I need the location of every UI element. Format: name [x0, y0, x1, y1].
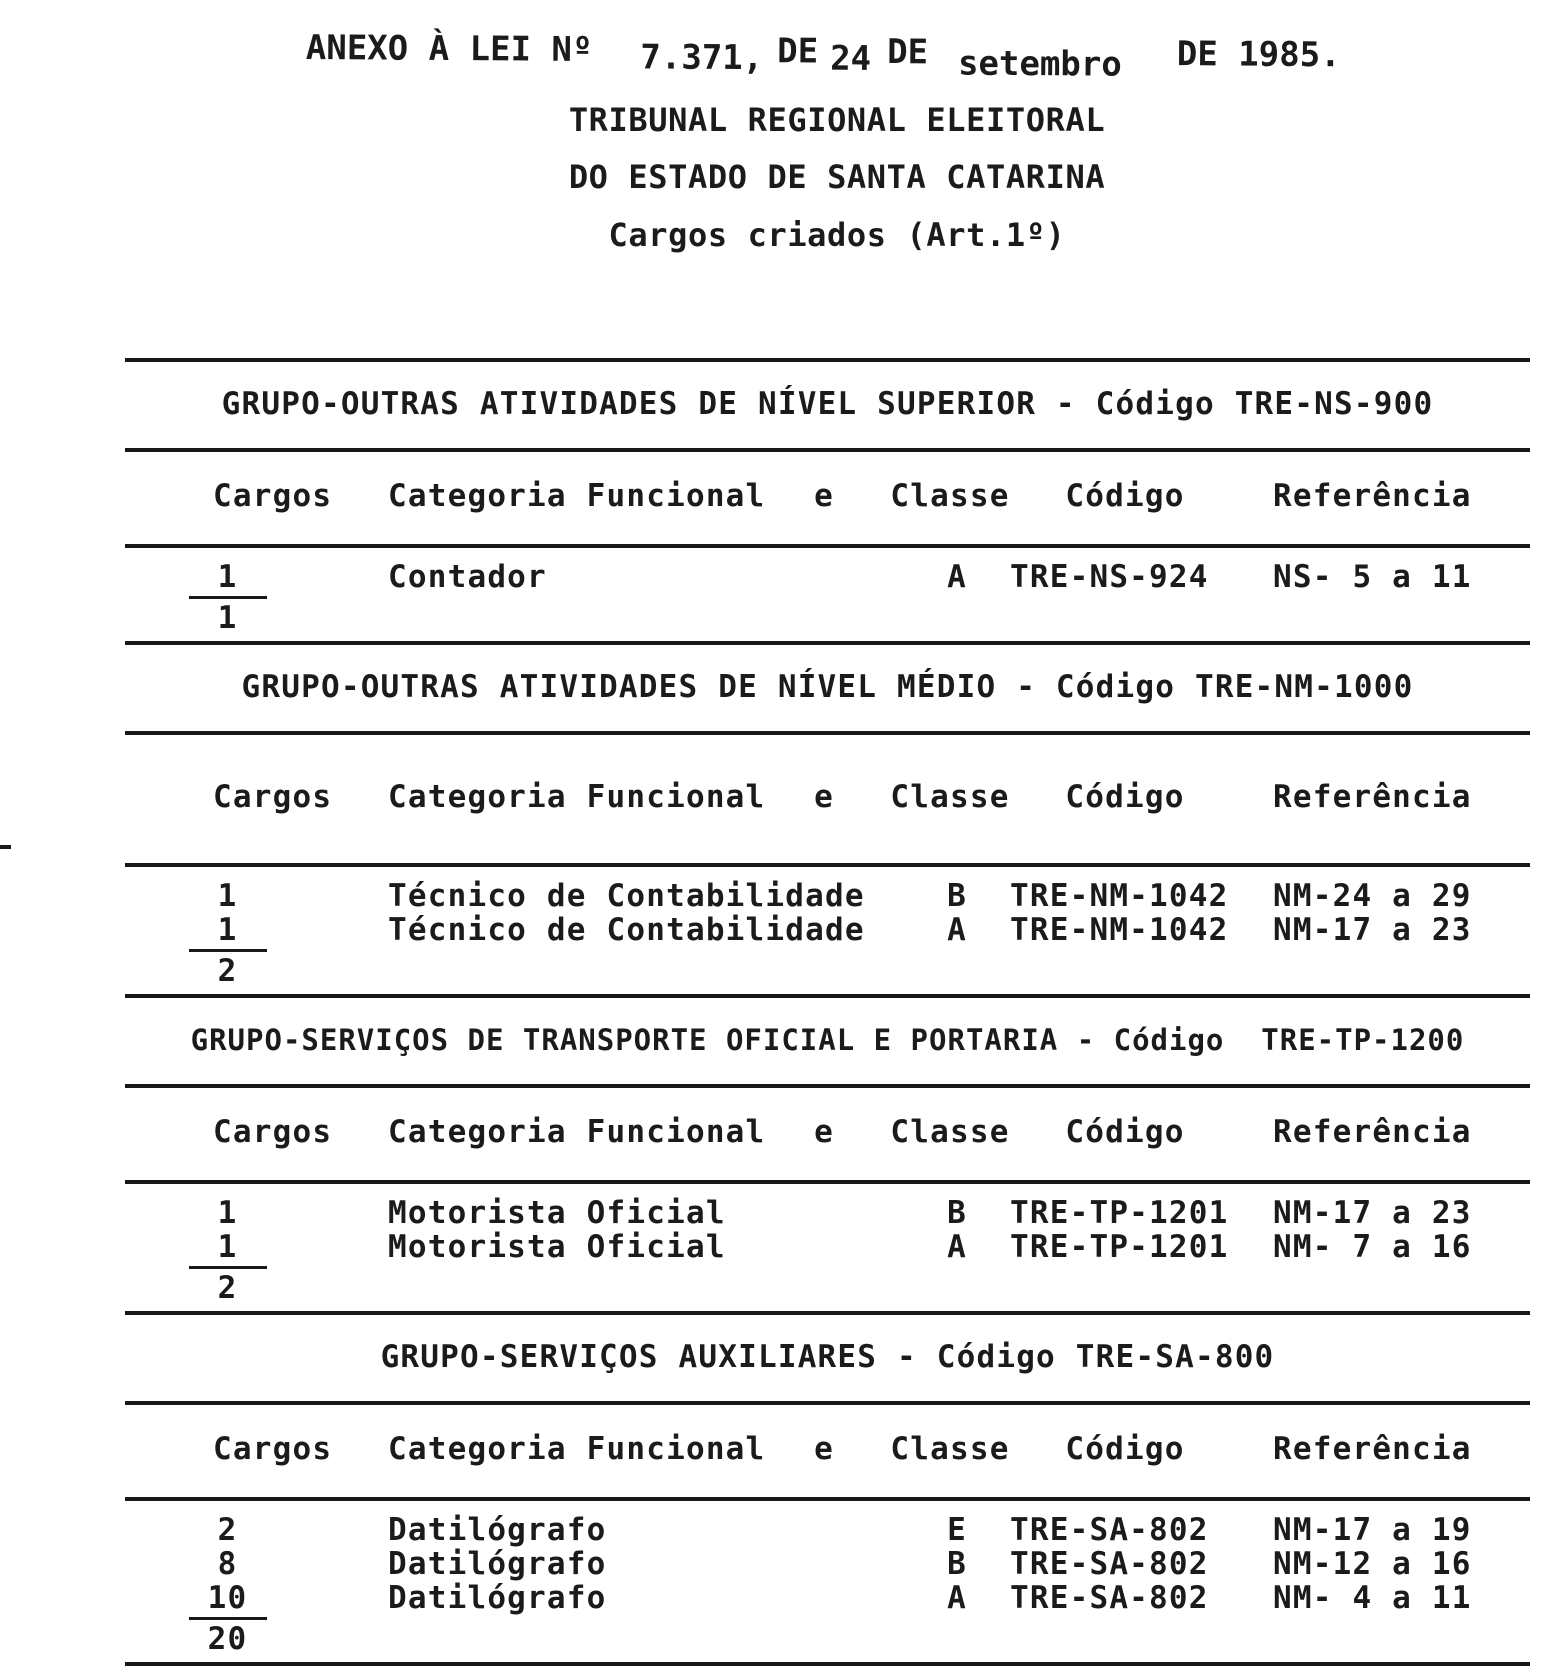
column-header-cargos: Cargos — [213, 478, 333, 514]
group-section-ns-900 — [125, 358, 1530, 641]
column-header-categoria-label: Categoria Funcional — [388, 1431, 766, 1467]
column-header-classe: Classe — [890, 478, 1010, 514]
total-row — [125, 949, 1530, 988]
group-total: 1 — [189, 596, 267, 635]
law-month: setembro — [957, 43, 1122, 85]
cell-referencia: NM-17 a 19 — [1273, 1512, 1472, 1548]
annex-title-line — [305, 26, 1558, 85]
column-header-categoria — [330, 476, 890, 516]
cell-cargos: 1 — [217, 912, 238, 948]
rule — [125, 1662, 1530, 1666]
document-subtitle: Cargos criados (Art.1º) — [608, 216, 1066, 254]
total-cell — [125, 1617, 330, 1656]
annex-title-prefix: ANEXO À LEI Nº — [305, 27, 593, 70]
cell-categoria: Técnico de Contabilidade — [388, 912, 865, 948]
group-section-tp-1200 — [125, 994, 1530, 1311]
column-header-conjunction: e — [814, 1431, 834, 1467]
cell-codigo: TRE-SA-802 — [1010, 1580, 1209, 1616]
cell-classe: B — [947, 1546, 967, 1582]
cell-cargos: 2 — [217, 1512, 238, 1548]
cell-classe: A — [947, 559, 967, 595]
cell-cargos: 1 — [217, 1229, 238, 1265]
column-header-codigo: Código — [1065, 1114, 1185, 1150]
table-row — [125, 879, 1530, 913]
cargo-tables — [125, 358, 1530, 1666]
table-row — [125, 1547, 1530, 1581]
group-total: 2 — [189, 1266, 267, 1305]
column-header-classe: Classe — [890, 1114, 1010, 1150]
law-year: DE 1985. — [1176, 34, 1341, 76]
column-header-categoria — [330, 1429, 890, 1469]
column-header-row — [125, 1088, 1530, 1180]
cell-referencia: NS- 5 a 11 — [1273, 559, 1472, 595]
cell-codigo: TRE-NM-1042 — [1010, 878, 1229, 914]
cell-codigo: TRE-NM-1042 — [1010, 912, 1229, 948]
column-header-categoria-label: Categoria Funcional — [388, 779, 766, 815]
table-row — [125, 560, 1530, 594]
cell-cargos: 8 — [217, 1546, 238, 1582]
table-row — [125, 1513, 1530, 1547]
group-title: GRUPO-OUTRAS ATIVIDADES DE NÍVEL MÉDIO - Código TRE-NM-1000 — [241, 669, 1414, 705]
column-header-codigo: Código — [1065, 779, 1185, 815]
table-body — [125, 867, 1530, 994]
cell-cargos: 10 — [207, 1580, 248, 1616]
column-header-categoria — [330, 777, 890, 817]
column-header-referencia: Referência — [1273, 1114, 1472, 1150]
column-header-row — [125, 1405, 1530, 1497]
group-title: GRUPO-OUTRAS ATIVIDADES DE NÍVEL SUPERIOR - Código TRE-NS-900 — [221, 386, 1434, 422]
table-row — [125, 1196, 1530, 1230]
cell-referencia: NM-24 a 29 — [1273, 878, 1472, 914]
column-header-classe: Classe — [890, 1431, 1010, 1467]
column-header-categoria-label: Categoria Funcional — [388, 1114, 766, 1150]
table-row — [125, 1230, 1530, 1264]
total-cell — [125, 1266, 330, 1305]
cell-referencia: NM-17 a 23 — [1273, 1195, 1472, 1231]
column-header-referencia: Referência — [1273, 779, 1472, 815]
cell-referencia: NM- 7 a 16 — [1273, 1229, 1472, 1265]
cell-classe: E — [947, 1512, 967, 1548]
table-body — [125, 1184, 1530, 1311]
annex-title-de1: DE — [777, 31, 819, 72]
column-header-cargos: Cargos — [213, 1431, 333, 1467]
cell-classe: A — [947, 1580, 967, 1616]
group-title: GRUPO-SERVIÇOS AUXILIARES - Código TRE-SA-800 — [380, 1339, 1275, 1375]
group-section-nm-1000 — [125, 641, 1530, 994]
org-name-line-2: DO ESTADO DE SANTA CATARINA — [568, 158, 1106, 196]
column-header-conjunction: e — [814, 779, 834, 815]
annex-title-de2: DE — [887, 32, 929, 73]
table-row — [125, 913, 1530, 947]
table-row — [125, 1581, 1530, 1615]
cell-cargos: 1 — [217, 1195, 238, 1231]
total-row — [125, 596, 1530, 635]
column-header-referencia: Referência — [1273, 1431, 1472, 1467]
cell-categoria: Técnico de Contabilidade — [388, 878, 865, 914]
column-header-cargos: Cargos — [213, 779, 333, 815]
cell-cargos: 1 — [217, 559, 238, 595]
column-header-referencia: Referência — [1273, 478, 1472, 514]
cell-categoria: Datilógrafo — [388, 1580, 607, 1616]
column-header-row — [125, 452, 1530, 544]
column-header-codigo: Código — [1065, 1431, 1185, 1467]
column-header-categoria — [330, 1112, 890, 1152]
table-body — [125, 1501, 1530, 1662]
cell-categoria: Contador — [388, 559, 547, 595]
table-body — [125, 548, 1530, 641]
scan-edge-artifact — [0, 845, 11, 849]
column-header-cargos: Cargos — [213, 1114, 333, 1150]
group-title: GRUPO-SERVIÇOS DE TRANSPORTE OFICIAL E PORTARIA - Código TRE-TP-1200 — [190, 1023, 1465, 1057]
cell-codigo: TRE-SA-802 — [1010, 1546, 1209, 1582]
column-header-row — [125, 735, 1530, 863]
column-header-classe: Classe — [890, 779, 1010, 815]
cell-cargos: 1 — [217, 878, 238, 914]
group-section-sa-800 — [125, 1311, 1530, 1666]
total-row — [125, 1266, 1530, 1305]
cell-categoria: Datilógrafo — [388, 1512, 607, 1548]
column-header-categoria-label: Categoria Funcional — [388, 478, 766, 514]
group-total: 2 — [189, 949, 267, 988]
column-header-conjunction: e — [814, 478, 834, 514]
cell-categoria: Motorista Oficial — [388, 1229, 726, 1265]
cell-classe: B — [947, 1195, 967, 1231]
cell-categoria: Motorista Oficial — [388, 1195, 726, 1231]
law-number: 7.371, — [640, 37, 764, 79]
total-cell — [125, 949, 330, 988]
cell-classe: A — [947, 912, 967, 948]
cell-codigo: TRE-SA-802 — [1010, 1512, 1209, 1548]
cell-referencia: NM-17 a 23 — [1273, 912, 1472, 948]
cell-referencia: NM- 4 a 11 — [1273, 1580, 1472, 1616]
column-header-conjunction: e — [814, 1114, 834, 1150]
cell-referencia: NM-12 a 16 — [1273, 1546, 1472, 1582]
org-name-line-1: TRIBUNAL REGIONAL ELEITORAL — [568, 101, 1106, 139]
cell-classe: A — [947, 1229, 967, 1265]
group-total: 20 — [189, 1617, 267, 1656]
cell-codigo: TRE-NS-924 — [1010, 559, 1209, 595]
cell-categoria: Datilógrafo — [388, 1546, 607, 1582]
cell-classe: B — [947, 878, 967, 914]
total-row — [125, 1617, 1530, 1656]
cell-codigo: TRE-TP-1201 — [1010, 1229, 1229, 1265]
document-header — [0, 26, 1558, 255]
cell-codigo: TRE-TP-1201 — [1010, 1195, 1229, 1231]
total-cell — [125, 596, 330, 635]
law-day: 24 — [830, 38, 872, 79]
column-header-codigo: Código — [1065, 478, 1185, 514]
